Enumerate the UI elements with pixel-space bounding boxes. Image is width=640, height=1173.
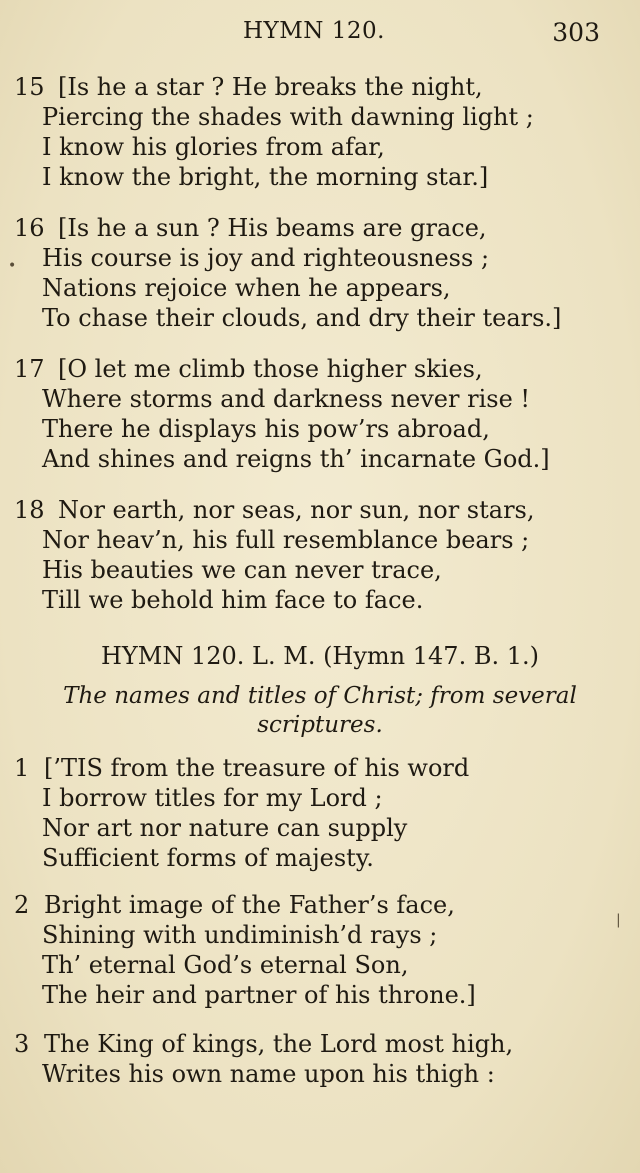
verse-line: Where storms and darkness never rise ! — [42, 385, 531, 413]
running-title: HYMN 120. — [243, 18, 385, 44]
stanza-number: 17 — [14, 355, 45, 383]
verse-line: Nor earth, nor seas, nor sun, nor stars, — [58, 496, 535, 524]
verse-line: To chase their clouds, and dry their tears.] — [42, 304, 562, 332]
verse-line: Nor heav’n, his full resemblance bears ; — [42, 526, 530, 554]
stanza-number: 2 — [14, 891, 30, 919]
hymn-heading: HYMN 120. L. M. (Hymn 147. B. 1.) — [101, 642, 539, 670]
stanza-number: 18 — [14, 496, 45, 524]
verse-line: I borrow titles for my Lord ; — [42, 784, 383, 812]
stanza-number: 3 — [14, 1030, 30, 1058]
verse-line: There he displays his pow’rs abroad, — [42, 415, 490, 443]
running-head — [0, 18, 640, 48]
verse-line: His beauties we can never trace, — [42, 556, 442, 584]
verse-line: [Is he a sun ? His beams are grace, — [58, 214, 487, 242]
hymn-subtitle-line-2: scriptures. — [257, 712, 383, 738]
verse-line: Sufficient forms of majesty. — [42, 844, 374, 872]
verse-line: Till we behold him face to face. — [42, 586, 424, 614]
verse-line: The King of kings, the Lord most high, — [44, 1030, 514, 1058]
verse-line: [Is he a star ? He breaks the night, — [58, 73, 483, 101]
hymn-subtitle-line-1: The names and titles of Christ; from several — [63, 683, 577, 709]
verse-line: Piercing the shades with dawning light ; — [42, 103, 534, 131]
verse-line: Nor art nor nature can supply — [42, 814, 408, 842]
verse-line: I know the bright, the morning star.] — [42, 163, 489, 191]
page-number: 303 — [552, 18, 600, 47]
stanza-number: 16 — [14, 214, 45, 242]
verse-line: Writes his own name upon his thigh : — [42, 1060, 495, 1088]
verse-line: [’TIS from the treasure of his word — [44, 754, 470, 782]
stray-ink-mark: • — [8, 258, 17, 274]
verse-line: His course is joy and righteousness ; — [42, 244, 490, 272]
stanza-number: 15 — [14, 73, 45, 101]
stanza-number: 1 — [14, 754, 30, 782]
verse-line: [O let me climb those higher skies, — [58, 355, 483, 383]
verse-line: Bright image of the Father’s face, — [44, 891, 455, 919]
verse-line: Nations rejoice when he appears, — [42, 274, 451, 302]
verse-line: And shines and reigns th’ incarnate God.] — [42, 445, 550, 473]
verse-line: Shining with undiminish’d rays ; — [42, 921, 438, 949]
verse-line: I know his glories from afar, — [42, 133, 385, 161]
verse-line: Th’ eternal God’s eternal Son, — [42, 951, 409, 979]
stray-ink-mark: | — [616, 912, 621, 928]
verse-line: The heir and partner of his throne.] — [42, 981, 476, 1009]
